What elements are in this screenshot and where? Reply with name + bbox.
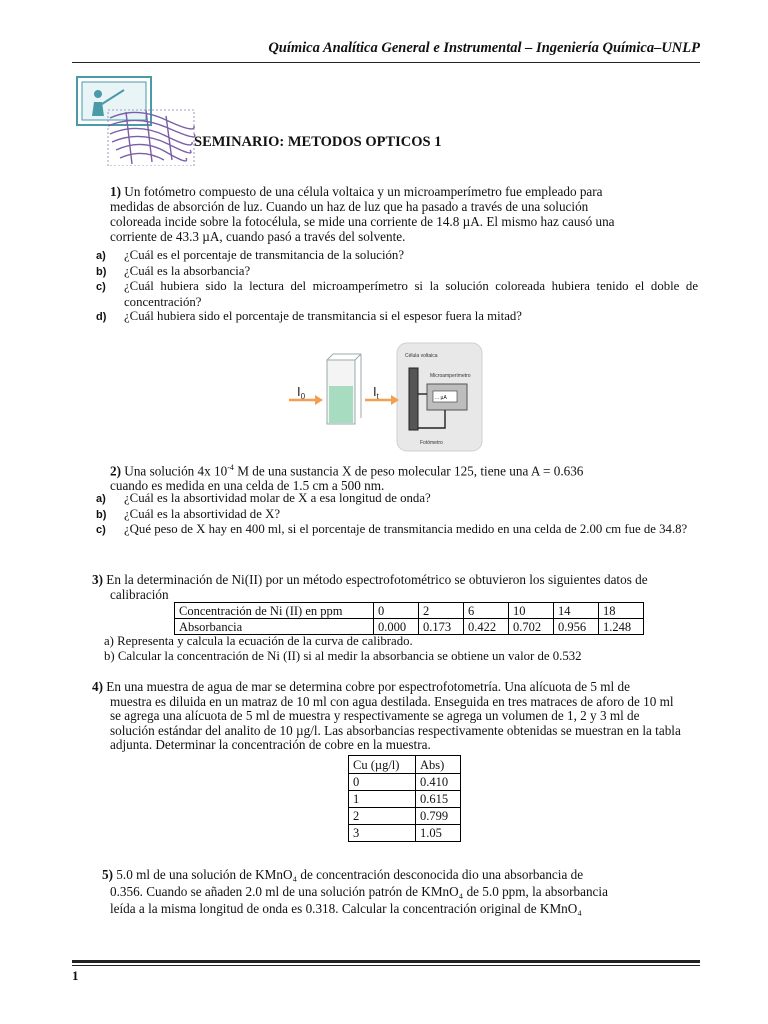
cell-label: Célula voltaica <box>405 353 438 359</box>
problem-3-line-2: calibración <box>110 587 169 602</box>
item-label: c) <box>96 281 106 294</box>
meter-display: ... µA <box>435 395 447 401</box>
item-text: ¿Cuál hubiera sido el porcentaje de transmitancia si el espesor fuera la mitad? <box>124 309 522 324</box>
problem-5-text-1: 5.0 ml de una solución de KMnO₄ de concentración desconocida dio una absorbancia de <box>116 867 584 882</box>
table-cell: 1.248 <box>599 619 644 635</box>
meter-label: Microamperímetro <box>430 373 471 379</box>
cu-standard-addition-table <box>348 755 461 842</box>
table-header-cell: Abs) <box>416 756 461 774</box>
table-cell: Absorbancia <box>175 619 374 635</box>
problem-2-text-a: Una solución 4x 10 <box>124 463 228 479</box>
item-text: ¿Cuál es la absortividad molar de X a esa longitud de onda? <box>124 491 431 505</box>
table-cell: 0.410 <box>416 774 461 791</box>
header-rule <box>72 62 700 63</box>
problem-1-item-c <box>96 279 698 309</box>
problem-2 <box>110 460 698 493</box>
item-text: ¿Cuál hubiera sido la lectura del microamperímetro si la solución coloreada hubiera tenido el doble de concentración? <box>124 279 698 309</box>
problem-4 <box>92 680 704 753</box>
table-cell: 3 <box>349 825 416 842</box>
table-header-cell: Cu (µg/l) <box>349 756 416 774</box>
footer-rule-thin <box>72 965 700 966</box>
item-text: ¿Cuál es la absorbancia? <box>124 263 251 278</box>
item-label: b) <box>96 265 107 278</box>
table-row <box>175 603 644 619</box>
problem-2-exponent: -4 <box>227 463 234 472</box>
table-cell: 0 <box>374 603 419 619</box>
item-text: ¿Qué peso de X hay en 400 ml, si el porcentaje de transmitancia medido en una celda de 2.00 cm fue de 34.8? <box>124 522 688 537</box>
table-cell: 0.615 <box>416 791 461 808</box>
problem-2-item-c <box>96 522 698 538</box>
table-cell: 10 <box>509 603 554 619</box>
problem-5 <box>102 866 682 917</box>
table-cell: 1.05 <box>416 825 461 842</box>
table-cell: 0.956 <box>554 619 599 635</box>
problem-4-text-1: En una muestra de agua de mar se determina cobre por espectrofotometría. Una alícuota de 5 ml de <box>106 679 630 694</box>
table-cell: 18 <box>599 603 644 619</box>
problem-1-line-4: corriente de 43.3 µA, cuando pasó a través del solvente. <box>110 229 406 244</box>
problem-1-item-d <box>96 309 698 325</box>
problem-4-line-4: solución estándar del analito de 10 µg/l. Las absorbancias respectivamente obtenidas se muestran en la tabla <box>110 722 681 738</box>
table-cell: 0 <box>349 774 416 791</box>
table-cell: 2 <box>419 603 464 619</box>
problem-4-number: 4) <box>92 679 103 694</box>
item-label: d) <box>96 311 107 324</box>
it-label: $I_t$ <box>373 384 379 401</box>
page-title: SEMINARIO: METODOS OPTICOS 1 <box>194 134 442 150</box>
table-row <box>349 791 461 808</box>
table-row <box>175 619 644 635</box>
table-cell: 2 <box>349 808 416 825</box>
table-row <box>349 774 461 791</box>
i0-label: $I_0$ <box>297 384 306 401</box>
table-cell: 14 <box>554 603 599 619</box>
table-cell: 6 <box>464 603 509 619</box>
table-row <box>349 808 461 825</box>
problem-2-text-b: M de una sustancia X de peso molecular 125, tiene una A = 0.636 <box>233 463 584 479</box>
problem-3-item-b: b) Calcular la concentración de Ni (II) si al medir la absorbancia se obtiene un valor de 0.532 <box>104 648 582 663</box>
item-label: a) <box>96 250 106 262</box>
problem-4-line-3: se agrega una alícuota de 5 ml de muestra y respectivamente se agrega un volumen de 1, 2 y 3 ml de <box>110 708 640 724</box>
cuvette-solution <box>329 386 353 423</box>
item-label: c) <box>96 524 106 537</box>
problem-2-items <box>96 491 698 538</box>
table-cell: 1 <box>349 791 416 808</box>
footer-rule <box>72 960 700 963</box>
table-row <box>349 825 461 842</box>
table-cell: Concentración de Ni (II) en ppm <box>175 603 374 619</box>
problem-1-item-a <box>96 248 698 264</box>
problem-3 <box>92 572 704 602</box>
table-cell: 0.702 <box>509 619 554 635</box>
problem-4-line-1 <box>92 680 704 695</box>
problem-5-line-3: leída a la misma longitud de onda es 0.318. Calcular la concentración original de KMnO₄ <box>110 901 582 916</box>
problem-1-line-2: medidas de absorción de luz. Cuando un haz de luz que ha pasado a través de una solución <box>110 199 589 214</box>
problem-3-item-a: a) Representa y calcula la ecuación de la curva de calibrado. <box>104 634 413 648</box>
problem-2-item-b <box>96 506 698 523</box>
item-text: ¿Cuál es la absortividad de X? <box>124 506 280 521</box>
item-label: a) <box>96 493 106 505</box>
problem-1-item-b <box>96 263 698 280</box>
problem-5-number: 5) <box>102 867 113 882</box>
table-cell: 0.422 <box>464 619 509 635</box>
problem-3-number: 3) <box>92 572 103 587</box>
problem-4-line-2: muestra es diluida en un matraz de 10 ml con agua destilada. Enseguida en tres matraces de aforo de 10 ml <box>110 693 674 709</box>
page-header: Química Analítica General e Instrumental – Ingeniería Química–UNLP <box>268 40 700 56</box>
problem-3-items <box>104 634 704 663</box>
problem-2-line-2: cuando es medida en una celda de 1.5 cm a 500 nm. <box>110 478 385 494</box>
device-label: Fotómetro <box>420 440 443 446</box>
problem-5-line-2: 0.356. Cuando se añaden 2.0 ml de una solución patrón de KMnO₄ de 5.0 ppm, la absorbancia <box>110 884 608 899</box>
table-row <box>349 756 461 774</box>
problem-1-line-1 <box>110 184 698 199</box>
item-text: ¿Cuál es el porcentaje de transmitancia de la solución? <box>124 248 404 262</box>
seminar-logo-icon <box>76 76 196 166</box>
problem-2-number: 2) <box>110 463 121 479</box>
table-cell: 0.799 <box>416 808 461 825</box>
problem-1-number: 1) <box>110 184 121 199</box>
problem-2-item-a <box>96 491 698 507</box>
problem-5-line-1 <box>102 866 682 883</box>
voltaic-cell <box>409 368 418 430</box>
problem-2-line-1 <box>110 460 698 478</box>
page-number: 1 <box>72 968 79 983</box>
item-label: b) <box>96 508 107 521</box>
table-cell: 0.000 <box>374 619 419 635</box>
problem-3-line-1 <box>92 572 704 587</box>
photometer-figure <box>285 340 490 456</box>
problem-1-text-1: Un fotómetro compuesto de una célula voltaica y un microamperímetro fue empleado para <box>124 184 603 199</box>
problem-1 <box>110 184 698 244</box>
table-cell: 0.173 <box>419 619 464 635</box>
problem-1-items <box>96 248 698 325</box>
problem-1-line-3: coloreada incide sobre la fotocélula, se mide una corriente de 14.8 µA. El mismo haz causó una <box>110 214 615 229</box>
ni-calibration-table <box>174 602 644 635</box>
problem-4-line-5: adjunta. Determinar la concentración de cobre en la muestra. <box>110 737 431 753</box>
problem-3-text-1: En la determinación de Ni(II) por un método espectrofotométrico se obtuvieron los siguientes datos de <box>106 572 648 587</box>
